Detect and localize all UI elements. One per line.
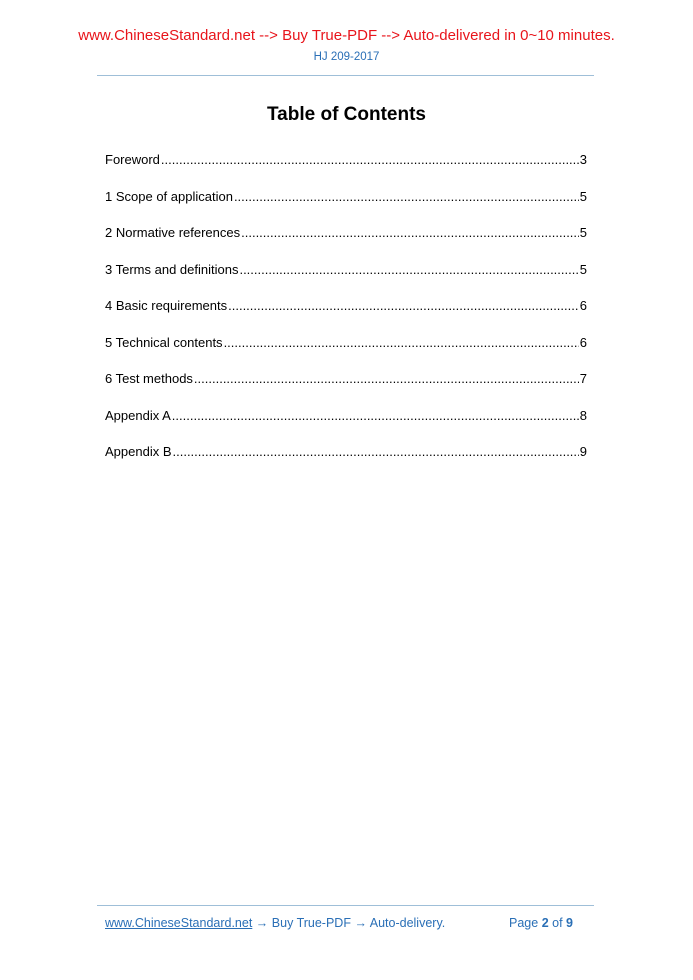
total-pages-number: 9 <box>566 916 573 930</box>
toc-entry-page: 9 <box>579 444 587 459</box>
toc-entry-page: 5 <box>579 261 587 277</box>
page-title: Table of Contents <box>266 104 427 125</box>
toc-entry-basic-requirements[interactable] <box>105 298 587 335</box>
toc-entry-page: 3 <box>579 152 587 167</box>
toc-leader-dots <box>161 152 579 167</box>
right-arrow-icon: → <box>255 916 269 930</box>
header-divider <box>97 75 594 76</box>
toc-leader-dots <box>234 189 579 204</box>
toc-entry-label: 2 Normative references <box>105 225 241 240</box>
toc-entry-label: 4 Basic requirements <box>105 298 228 313</box>
header-banner-link[interactable]: www.ChineseStandard.net --> Buy True-PDF --> Auto-delivered in 0~10 minutes. <box>78 27 615 44</box>
toc-entry-label: Foreword <box>105 152 160 167</box>
toc-leader-dots <box>194 371 579 386</box>
toc-leader-dots <box>173 444 579 459</box>
toc-entry-page: 5 <box>579 225 587 240</box>
toc-entry-page: 7 <box>579 371 587 386</box>
toc-entry-page: 6 <box>579 334 587 350</box>
toc-entry-page: 5 <box>579 188 587 204</box>
toc-entry-technical-contents[interactable] <box>105 335 587 372</box>
toc-entry-page: 8 <box>579 407 587 423</box>
toc-entry-terms[interactable] <box>105 262 587 299</box>
toc-entry-label: 6 Test methods <box>105 371 193 386</box>
page-word: Page <box>509 916 539 930</box>
toc-entry-appendix-a[interactable] <box>105 408 587 445</box>
toc-entry-label: 3 Terms and definitions <box>105 261 239 277</box>
toc-leader-dots <box>224 335 579 350</box>
toc-leader-dots <box>239 262 578 277</box>
table-of-contents <box>105 152 587 481</box>
toc-entry-label: 1 Scope of application <box>105 188 233 204</box>
toc-entry-normative-references[interactable] <box>105 225 587 262</box>
footer-buy-text: Buy True-PDF <box>271 916 351 930</box>
toc-entry-label: 5 Technical contents <box>105 334 223 350</box>
toc-entry-label: Appendix B <box>105 444 172 459</box>
right-arrow-icon: → <box>354 916 367 930</box>
of-word: of <box>552 916 563 930</box>
toc-entry-page: 6 <box>579 298 587 313</box>
toc-leader-dots <box>241 225 579 240</box>
footer-divider <box>97 905 594 906</box>
current-page-number: 2 <box>541 916 549 930</box>
footer-promo <box>105 916 445 930</box>
toc-entry-scope[interactable] <box>105 189 587 226</box>
toc-entry-foreword[interactable] <box>105 152 587 189</box>
footer-delivery-text: Auto-delivery. <box>369 916 446 930</box>
footer-site-link[interactable]: www.ChineseStandard.net <box>105 916 253 930</box>
toc-leader-dots <box>228 298 579 313</box>
page-indicator <box>509 916 573 930</box>
document-number: HJ 209-2017 <box>313 51 380 63</box>
toc-leader-dots <box>172 408 579 423</box>
toc-entry-label: Appendix A <box>105 407 171 423</box>
toc-entry-appendix-b[interactable] <box>105 444 587 481</box>
toc-entry-test-methods[interactable] <box>105 371 587 408</box>
